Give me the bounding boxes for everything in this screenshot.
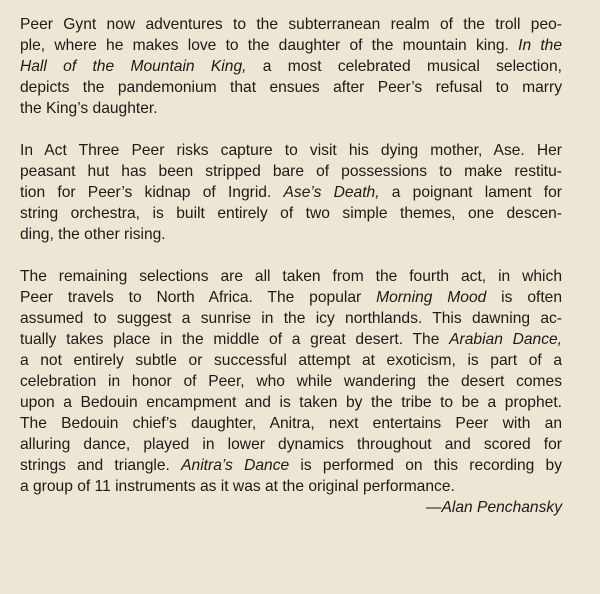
text-run: a most celebrated musical selection, <box>246 58 562 75</box>
author-signature: —Alan Penchansky <box>425 499 562 516</box>
text-run: The Bedouin chief’s daughter, Anitra, next entertains Peer with an <box>20 415 562 432</box>
text-line <box>20 413 562 434</box>
paragraph-2 <box>20 140 562 245</box>
text-line <box>20 266 562 287</box>
text-run: strings and triangle. <box>20 457 182 474</box>
text-line <box>20 287 562 308</box>
text-run: a not entirely subtle or successful attempt at exoticism, is part of a <box>20 352 562 369</box>
italic-title: Morning Mood <box>376 289 487 306</box>
text-run: ple, where he makes love to the daughter of the mountain king. <box>20 37 519 54</box>
text-line <box>20 308 562 329</box>
liner-notes-text <box>20 14 562 518</box>
text-run: peasant hut has been stripped bare of possessions to make restitu- <box>20 163 562 180</box>
text-line <box>20 161 562 182</box>
text-run: depicts the pandemonium that ensues after Peer’s refusal to marry <box>20 79 562 96</box>
paragraph-3 <box>20 266 562 497</box>
text-line <box>20 182 562 203</box>
text-run: alluring dance, played in lower dynamics throughout and scored for <box>20 436 562 453</box>
paragraph-1 <box>20 14 562 119</box>
text-run: tually takes place in the middle of a great desert. The <box>20 331 450 348</box>
text-line <box>20 14 562 35</box>
text-run: the King’s daughter. <box>20 100 158 117</box>
text-line <box>20 140 562 161</box>
text-run: The remaining selections are all taken from the fourth act, in which <box>20 268 562 285</box>
text-line <box>20 371 562 392</box>
text-line <box>20 35 562 56</box>
text-run: In Act Three Peer risks capture to visit his dying mother, Ase. Her <box>20 142 562 159</box>
text-line <box>20 350 562 371</box>
text-run: is often <box>486 289 563 306</box>
italic-title: Hall of the Mountain King, <box>20 58 247 75</box>
text-run: Peer travels to North Africa. The popular <box>20 289 377 306</box>
italic-title: Anitra’s Dance <box>181 457 290 474</box>
text-line <box>20 455 562 476</box>
italic-title: In the <box>518 37 563 54</box>
text-line <box>20 224 562 245</box>
text-run: is performed on this recording by <box>289 457 563 474</box>
text-line <box>20 434 562 455</box>
text-line <box>20 476 562 497</box>
text-line <box>20 98 562 119</box>
text-line <box>20 56 562 77</box>
text-run: a poignant lament for <box>379 184 562 201</box>
text-run: celebration in honor of Peer, who while wandering the desert comes <box>20 373 562 390</box>
text-run: Peer Gynt now adventures to the subterranean realm of the troll peo- <box>20 16 562 33</box>
text-run: tion for Peer’s kidnap of Ingrid. <box>20 184 284 201</box>
text-line <box>20 77 562 98</box>
text-run: ding, the other rising. <box>20 226 166 243</box>
text-run: a group of 11 instruments as it was at the original performance. <box>20 478 455 495</box>
text-line <box>20 392 562 413</box>
text-run: string orchestra, is built entirely of two simple themes, one descen- <box>20 205 562 222</box>
text-run: upon a Bedouin encampment and is taken by the tribe to be a prophet. <box>20 394 562 411</box>
text-line <box>20 203 562 224</box>
italic-title: Arabian Dance, <box>449 331 563 348</box>
italic-title: Ase’s Death, <box>283 184 380 201</box>
text-line <box>20 329 562 350</box>
text-run: assumed to suggest a sunrise in the icy northlands. This dawning ac- <box>20 310 562 327</box>
